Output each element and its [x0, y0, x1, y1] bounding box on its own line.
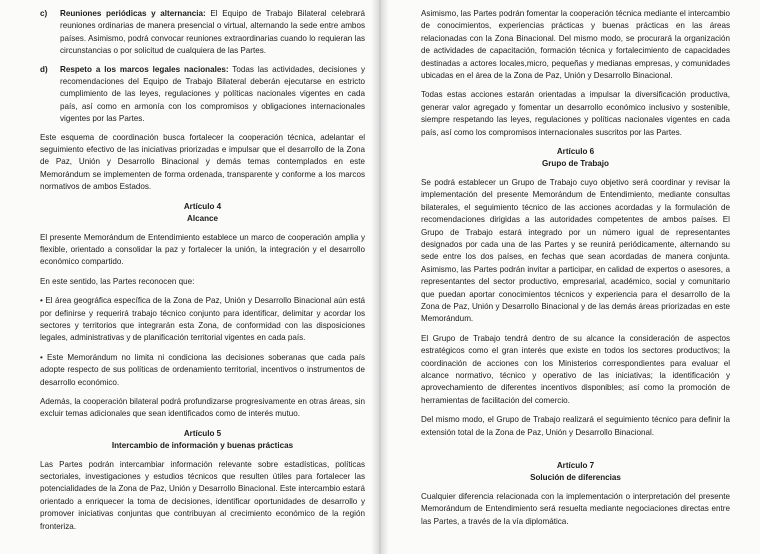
article-6-title: Grupo de Trabajo [541, 159, 609, 169]
list-marker: d) [40, 64, 48, 74]
article-6-paragraph-2: El Grupo de Trabajo tendrá dentro de su alcance la consideración de aspectos estratégicos como el gran interés que existe en todos los sectores productivos; la coordinación de acciones con los Ministerios correspondientes para evaluar el alcance normativo, técnico y operativo de las iniciativas; la identificación y aprovechamiento de diferentes incentivos disponibles; así como la promoción de herramientas de facilitación del comercio. [421, 333, 730, 405]
list-marker: c) [40, 9, 48, 18]
article-4-paragraph-1: El presente Memorándum de Entendimiento establece un marco de cooperación amplia y flexible, orientado a consolidar la paz y fortalecer la unión, la integración y el desarrollo económico compartido. [40, 232, 365, 267]
article-4-paragraph-3: Además, la cooperación bilateral podrá profundizarse progresivamente en otras áreas, sin excluir temas adicionales que sean identificados como de interés mutuo. [40, 396, 365, 419]
article-4-bullet-2: • Este Memorándum no limita ni condiciona las decisiones soberanas que cada país adopte respecto de sus políticas de ordenamiento territorial, incentivos o instrumentos de desarrollo económico. [40, 352, 365, 387]
list-item-text: El Equipo de Trabajo Bilateral celebrará reuniones ordinarias de manera presencial o virtual, alternando la sede entre ambos países. Asimismo, podrá convocar reuniones extraordinarias cuando lo requieran las circunstancias o por solicitud de cualquiera de las Partes. [60, 9, 365, 56]
article-4-paragraph-2: En este sentido, las Partes reconocen que: [40, 276, 195, 286]
article-5-number: Artículo 5 [183, 428, 222, 438]
left-page [0, 0, 379, 554]
paragraph-coordination: Este esquema de coordinación busca fortalecer la cooperación técnica, adelantar el seguimiento efectivo de las iniciativas priorizadas e impulsar que el desarrollo de la Zona de Paz, Unión y Desarrollo Binacional y demás temas contemplados en este Memorándum se implementen de forma ordenada, transparente y conforme a los marcos normativos de ambos Estados. [40, 132, 365, 192]
paragraph-cooperation: Asimismo, las Partes podrán fomentar la cooperación técnica mediante el intercambio de conocimientos, experiencias prácticas y buenas prácticas en las áreas relacionadas con la Zona Binacional. Del mismo modo, se procurará la organización de actividades de capacitación, formación técnica y fortalecimiento de capacidades destinadas a actores locales,micro, pequeñas y medianas empresas, y comunidades ubicadas en el área de la Zona de Paz, Unión y Desarrollo Binacional. [421, 9, 730, 81]
right-page [381, 0, 760, 554]
article-5-paragraph-1: Las Partes podrán intercambiar información relevante sobre estadísticas, políticas sectoriales, investigaciones y estudios técnicos que resulten útiles para fortalecer las potencialidades de la Zona de Paz, Unión y Desarrollo Binacional. Este intercambio estará orientado a enriquecer la toma de decisiones, identificar oportunidades de desarrollo y promover iniciativas conjuntas que contribuyan al crecimiento económico de la región fronteriza. [40, 459, 365, 531]
article-7-number: Artículo 7 [556, 461, 595, 470]
list-item-d [40, 64, 365, 126]
article-5-title: Intercambio de información y buenas prácticas [111, 441, 294, 451]
list-item-text: Todas las actividades, decisiones y recomendaciones del Equipo de Trabajo Bilateral deberán ejecutarse en estricto cumplimiento de las leyes, regulaciones y políticas nacionales vigentes en cada país, así como en armonía con los compromisos y obligaciones internacionales vigentes por las Partes. [60, 64, 365, 124]
article-6-number: Artículo 6 [556, 147, 595, 157]
article-4-number: Artículo 4 [183, 201, 222, 211]
paragraph-actions: Todas estas acciones estarán orientadas a impulsar la diversificación productiva, generar valor agregado y fomentar un desarrollo económico inclusivo y sostenible, siempre respetando las leyes, regulaciones y políticas nacionales vigentes en cada país, así como los compromisos internacionales suscritos por las Partes. [421, 90, 730, 137]
list-item-title: Reuniones periódicas y alternancia: [60, 9, 206, 18]
article-6-paragraph-1: Se podrá establecer un Grupo de Trabajo cuyo objetivo será coordinar y revisar la implementación del presente Memorándum de Entendimiento, mediante consultas bilaterales, el seguimiento técnico de las acciones acordadas y la formulación de recomendaciones dirigidas a las autoridades competentes de ambos países. El Grupo de Trabajo estará integrado por un número igual de representantes designados por cada una de las Partes y se reunirá periódicamente, alternando su sede entre los dos países, en fechas que sean acordadas de manera conjunta. Asimismo, las Partes podrán invitar a participar, en calidad de expertos o asesores, a representantes del sector productivo, empresarial, académico, social y comunitario que puedan aportar conocimientos técnicos y experiencia para el desarrollo de la Zona de Paz, Unión y Desarrollo Binacional y de las demás áreas priorizadas en este Memorándum. [421, 177, 730, 324]
article-4-bullet-1: • El área geográfica específica de la Zona de Paz, Unión y Desarrollo Binacional aún está por definirse y requerirá trabajo técnico conjunto para identificar, delimitar y acordar los sectores y territorios que integrarán esta Zona, de conformidad con las disposiciones legales, administrativas y de planificación territorial vigentes en cada país. [40, 296, 365, 343]
article-4-title: Alcance [186, 214, 219, 224]
list-item-c [40, 8, 365, 58]
list-item-title: Respeto a los marcos legales nacionales: [60, 64, 229, 74]
article-7-title: Solución de diferencias [530, 473, 621, 483]
article-7-paragraph-1: Cualquier diferencia relacionada con la implementación o interpretación del presente Memorándum de Entendimiento será resuelta mediante negociaciones directas entre las Partes, a través de la vía diplomática. [421, 491, 730, 526]
article-6-paragraph-3: Del mismo modo, el Grupo de Trabajo realizará el seguimiento técnico para definir la extensión total de la Zona de Paz, Unión y Desarrollo Binacional. [421, 415, 730, 437]
